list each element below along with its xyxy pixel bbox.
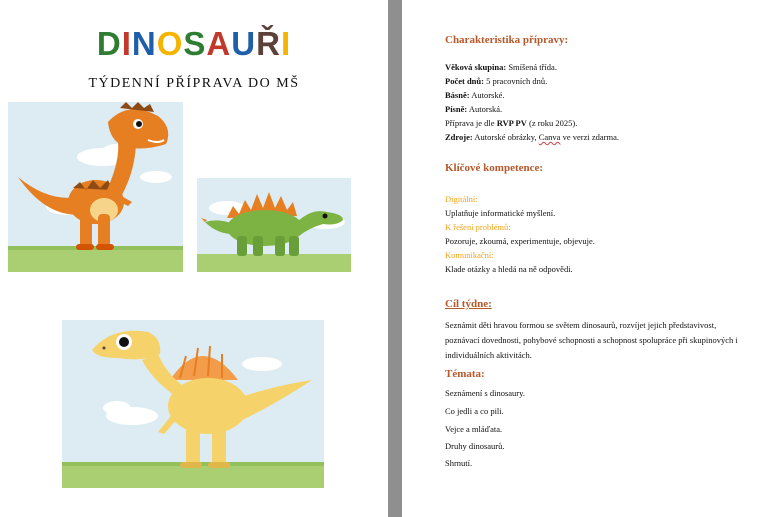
- rvp-suffix: (z roku 2025).: [526, 118, 578, 128]
- songs-line: [445, 104, 502, 114]
- topic-item: Seznámení s dinosaury.: [445, 388, 525, 398]
- digital-text: Uplatňuje informatické myšlení.: [445, 208, 556, 218]
- title-letter: I: [280, 25, 292, 62]
- sources-value-1: Autorské obrázky,: [472, 132, 539, 142]
- goal-text: Seznámit děti hravou formou se světem dinosaurů, rozvíjet jejich představivost, poznávací dovednosti, pohybové schopnosti a schopnost spolupráce při skupinových i individuálních aktivitách.: [445, 320, 738, 360]
- characteristics-heading: Charakteristika přípravy:: [445, 34, 569, 46]
- page-title: [0, 26, 388, 62]
- page-subtitle: TÝDENNÍ PŘÍPRAVA DO MŠ: [88, 76, 300, 91]
- rvp-prefix: Příprava je dle: [445, 118, 497, 128]
- title-letter: S: [183, 25, 207, 62]
- title-letter: U: [231, 25, 257, 62]
- topic-item: Vejce a mláďata.: [445, 424, 503, 434]
- digital-label: Digitální:: [445, 194, 478, 204]
- title-letter: I: [121, 25, 132, 62]
- poems-label: Básně:: [445, 90, 470, 100]
- competences-heading: Klíčové kompetence:: [445, 162, 544, 174]
- sources-value-3: ve verzi zdarma.: [560, 132, 619, 142]
- songs-value: Autorská.: [467, 104, 503, 114]
- green-stegosaurus-image: [197, 178, 351, 272]
- sources-value-canva: Canva: [538, 132, 561, 142]
- problems-label: K řešení problémů:: [445, 222, 511, 232]
- goal-heading: Cíl týdne:: [445, 298, 492, 310]
- songs-label: Písně:: [445, 104, 468, 114]
- sources-line: [445, 132, 619, 142]
- rvp-line: [445, 118, 577, 128]
- title-letter: O: [156, 25, 184, 62]
- right-page: [402, 0, 776, 517]
- page-gutter: [388, 0, 402, 517]
- poems-line: [445, 90, 505, 100]
- title-letter: A: [206, 25, 232, 62]
- topics-heading: Témata:: [445, 368, 485, 380]
- days-count-line: [445, 76, 547, 86]
- days-count-value: 5 pracovních dnů.: [483, 76, 548, 86]
- orange-dinosaur-image: [8, 102, 183, 272]
- title-letter: D: [96, 25, 122, 62]
- age-group-value: Smíšená třída.: [506, 62, 557, 72]
- age-group-label: Věková skupina:: [445, 62, 507, 72]
- days-count-label: Počet dnů:: [445, 76, 484, 86]
- age-group-line: [445, 62, 557, 72]
- yellow-spinosaurus-image: [62, 320, 324, 488]
- sources-label: Zdroje:: [445, 132, 473, 142]
- topic-item: Co jedli a co pili.: [445, 406, 504, 416]
- poems-value: Autorské.: [469, 90, 505, 100]
- title-letter: N: [131, 25, 157, 62]
- rvp-bold: RVP PV: [496, 118, 527, 128]
- communication-label: Komunikační:: [445, 250, 494, 260]
- topic-item: Shrnutí.: [445, 458, 473, 468]
- topic-item: Druhy dinosaurů.: [445, 441, 505, 451]
- communication-text: Klade otázky a hledá na ně odpovědi.: [445, 264, 573, 274]
- title-letter: Ř: [256, 25, 281, 62]
- problems-text: Pozoruje, zkoumá, experimentuje, objevuje.: [445, 236, 595, 246]
